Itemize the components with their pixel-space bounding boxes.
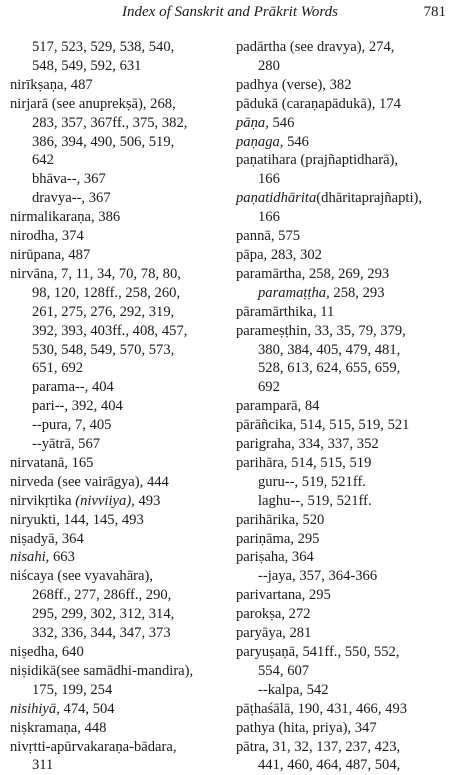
entry-text: niryukti, 144, 145, 493 — [10, 511, 144, 528]
entry-text: nirmalikaraṇa, 386 — [10, 209, 121, 226]
entry-text: 175, 199, 254 — [32, 681, 113, 698]
entry-text: --kalpa, 542 — [258, 681, 329, 698]
index-entry-line — [236, 643, 458, 662]
index-column-right — [236, 38, 458, 775]
index-subentry-line — [10, 359, 228, 378]
index-entry-line — [236, 265, 458, 284]
index-entry-line — [236, 738, 458, 757]
index-entry-line — [10, 227, 228, 246]
entry-text: 386, 394, 490, 506, 519, — [32, 133, 175, 150]
entry-text: pāṭhaśālā, 190, 431, 466, 493 — [236, 700, 408, 717]
entry-text: 546 — [268, 114, 295, 131]
entry-text: 280 — [258, 57, 280, 74]
entry-text: paryāya, 281 — [236, 625, 312, 642]
index-entry-line — [10, 473, 228, 492]
index-subentry-line — [10, 284, 228, 303]
index-entry-line — [236, 227, 458, 246]
entry-text: 311 — [32, 757, 54, 774]
entry-text: 392, 393, 403ff., 408, 457, — [32, 322, 188, 339]
entry-text: 663 — [49, 549, 75, 566]
index-subentry-line — [10, 435, 228, 454]
entry-text: 530, 548, 549, 570, 573, — [32, 341, 175, 358]
entry-text: 166 — [258, 209, 280, 226]
index-entry-line — [10, 548, 228, 567]
entry-text: 295, 299, 302, 312, 314, — [32, 606, 175, 623]
index-entry-line — [236, 454, 458, 473]
entry-text: 332, 336, 344, 347, 373 — [32, 625, 171, 642]
entry-text: 283, 357, 367ff., 375, 382, — [32, 114, 188, 131]
index-subentry-line — [10, 341, 228, 360]
italic-term: nisihiyā, — [10, 700, 60, 717]
index-subentry-line — [10, 624, 228, 643]
entry-text: pari--, 392, 404 — [32, 398, 123, 415]
index-entry-line — [10, 492, 228, 511]
index-subentry-line — [236, 57, 458, 76]
index-entry-line — [236, 133, 458, 152]
index-entry-line — [236, 416, 458, 435]
index-entry-line — [236, 605, 458, 624]
entry-text: parihāra, 514, 515, 519 — [236, 454, 372, 471]
entry-text: 166 — [258, 171, 280, 188]
index-entry-line — [236, 151, 458, 170]
entry-text: parivartana, 295 — [236, 587, 331, 604]
entry-text: pannā, 575 — [236, 228, 301, 245]
entry-text: 554, 607 — [258, 662, 310, 679]
index-entry-line — [236, 435, 458, 454]
index-entry-line — [236, 38, 458, 57]
index-entry-line — [10, 76, 228, 95]
entry-text: 546 — [283, 133, 309, 150]
entry-text: parameṣṭhin, 33, 35, 79, 379, — [236, 322, 406, 339]
index-entry-line — [10, 567, 228, 586]
index-subentry-line — [10, 681, 228, 700]
index-entry-line — [236, 586, 458, 605]
entry-text: parigraha, 334, 337, 352 — [236, 436, 379, 453]
entry-text: pātra, 31, 32, 137, 237, 423, — [236, 738, 401, 755]
index-entry-line — [236, 303, 458, 322]
index-entry-line — [10, 246, 228, 265]
entry-text: nirveda (see vairāgya), 444 — [10, 473, 169, 490]
entry-text: paryuṣaṇā, 541ff., 550, 552, — [236, 644, 400, 660]
index-subentry-line — [10, 303, 228, 322]
index-entry-line — [236, 511, 458, 530]
index-subentry-line — [10, 416, 228, 435]
index-entry-line — [236, 530, 458, 549]
index-subentry-line — [10, 322, 228, 341]
entry-text: 517, 523, 529, 538, 540, — [32, 39, 175, 55]
entry-text: --pura, 7, 405 — [32, 417, 112, 434]
index-entry-line — [10, 738, 228, 757]
entry-text: niṣkramaṇa, 448 — [10, 719, 107, 736]
running-title: Index of Sanskrit and Prākrit Words — [122, 4, 338, 20]
index-subentry-line — [236, 567, 458, 586]
italic-term: paṇaga, — [236, 133, 284, 150]
index-entry-line — [236, 548, 458, 567]
index-subentry-line — [10, 378, 228, 397]
entry-text: 474, 504 — [59, 700, 115, 717]
index-entry-line — [10, 700, 228, 719]
entry-text: 261, 275, 276, 292, 319, — [32, 303, 175, 320]
index-column-left — [10, 38, 228, 775]
entry-text: paṇatihara (prajñaptidharā), — [236, 152, 399, 169]
index-entry-line — [236, 189, 458, 208]
entry-text: 493 — [134, 492, 161, 509]
index-entry-line — [10, 511, 228, 530]
entry-text: padārtha (see dravya), 274, — [236, 39, 395, 55]
entry-text: padhya (verse), 382 — [236, 76, 352, 93]
entry-text: dravya--, 367 — [32, 190, 111, 207]
index-subentry-line — [10, 586, 228, 605]
index-subentry-line — [236, 662, 458, 681]
index-subentry-line — [10, 756, 228, 775]
entry-text: 642 — [32, 152, 54, 169]
index-subentry-line — [236, 359, 458, 378]
index-entry-line — [10, 662, 228, 681]
index-subentry-line — [10, 38, 228, 57]
italic-term: paramaṭṭha, — [258, 284, 330, 301]
index-subentry-line — [236, 170, 458, 189]
index-entry-line — [236, 114, 458, 133]
italic-term: nisahi, — [10, 549, 50, 566]
entry-text: guru--, 519, 521ff. — [258, 473, 366, 490]
index-subentry-line — [10, 114, 228, 133]
entry-text: pariṇāma, 295 — [236, 530, 320, 547]
entry-text: 380, 384, 405, 479, 481, — [258, 341, 401, 358]
entry-text: 528, 613, 624, 655, 659, — [258, 360, 401, 377]
index-entry-line — [10, 454, 228, 473]
page-number: 781 — [423, 4, 446, 20]
entry-text: 268ff., 277, 286ff., 290, — [32, 587, 172, 604]
index-subentry-line — [10, 397, 228, 416]
entry-text: pathya (hita, priya), 347 — [236, 719, 377, 736]
entry-text: pāramārthika, 11 — [236, 303, 335, 320]
index-entry-line — [236, 397, 458, 416]
index-entry-line — [236, 76, 458, 95]
entry-text: 258, 293 — [329, 284, 385, 301]
entry-text: nirūpana, 487 — [10, 246, 91, 263]
entry-text: 98, 120, 128ff., 258, 260, — [32, 284, 181, 301]
entry-text: pādukā (caraṇapādukā), 174 — [236, 95, 401, 112]
index-subentry-line — [236, 756, 458, 775]
index-entry-line — [236, 322, 458, 341]
entry-text: parokṣa, 272 — [236, 606, 311, 623]
entry-text: 692 — [258, 379, 280, 396]
entry-text: 651, 692 — [32, 360, 84, 377]
index-entry-line — [236, 719, 458, 738]
index-subentry-line — [236, 473, 458, 492]
index-subentry-line — [10, 170, 228, 189]
italic-term: pāṇa, — [236, 114, 269, 131]
index-entry-line — [10, 530, 228, 549]
entry-text: laghu--, 519, 521ff. — [258, 492, 372, 509]
entry-text: bhāva--, 367 — [32, 171, 106, 188]
index-subentry-line — [10, 133, 228, 152]
index-entry-line — [10, 265, 228, 284]
entry-text: nirvikṛtika — [10, 492, 76, 509]
index-entry-line — [10, 208, 228, 227]
index-entry-line — [236, 624, 458, 643]
entry-text: pāpa, 283, 302 — [236, 246, 322, 263]
entry-text: --yātrā, 567 — [32, 436, 101, 453]
entry-text: nirvatanā, 165 — [10, 454, 94, 471]
entry-text: 441, 460, 464, 487, 504, — [258, 757, 401, 774]
entry-text: nirodha, 374 — [10, 228, 84, 245]
index-subentry-line — [236, 341, 458, 360]
italic-term: (nivviiya), — [75, 492, 135, 509]
index-subentry-line — [236, 492, 458, 511]
index-subentry-line — [236, 681, 458, 700]
entry-text: nivṛtti-apūrvakaraṇa-bādara, — [10, 738, 177, 755]
entry-text: nirjarā (see anuprekṣā), 268, — [10, 95, 176, 112]
entry-text: nirvāna, 7, 11, 34, 70, 78, 80, — [10, 265, 181, 282]
entry-text: parama--, 404 — [32, 379, 114, 396]
entry-text: niścaya (see vyavahāra), — [10, 568, 154, 585]
index-entry-line — [10, 643, 228, 662]
index-entry-line — [236, 246, 458, 265]
entry-text: nirīkṣaṇa, 487 — [10, 76, 93, 93]
index-entry-line — [10, 719, 228, 738]
entry-text: paramārtha, 258, 269, 293 — [236, 265, 390, 282]
index-entry-line — [236, 95, 458, 114]
index-subentry-line — [236, 284, 458, 303]
index-subentry-line — [236, 208, 458, 227]
index-entry-line — [236, 700, 458, 719]
italic-term: paṇatidhārita — [236, 190, 317, 207]
index-subentry-line — [10, 57, 228, 76]
entry-text: --jaya, 357, 364-366 — [258, 568, 378, 585]
entry-text: (dhāritaprajñapti), — [316, 190, 423, 207]
index-subentry-line — [10, 605, 228, 624]
index-subentry-line — [236, 378, 458, 397]
entry-text: niṣidikā(see samādhi-mandira), — [10, 662, 194, 679]
entry-text: 548, 549, 592, 631 — [32, 57, 142, 74]
entry-text: pariṣaha, 364 — [236, 549, 314, 566]
index-subentry-line — [10, 151, 228, 170]
index-entry-line — [10, 95, 228, 114]
entry-text: paramparā, 84 — [236, 398, 320, 415]
index-subentry-line — [10, 189, 228, 208]
entry-text: parihārika, 520 — [236, 511, 325, 528]
entry-text: niṣedha, 640 — [10, 644, 84, 660]
entry-text: niṣadyā, 364 — [10, 530, 84, 547]
entry-text: pārāñcika, 514, 515, 519, 521 — [236, 417, 410, 434]
page-header — [0, 4, 460, 24]
